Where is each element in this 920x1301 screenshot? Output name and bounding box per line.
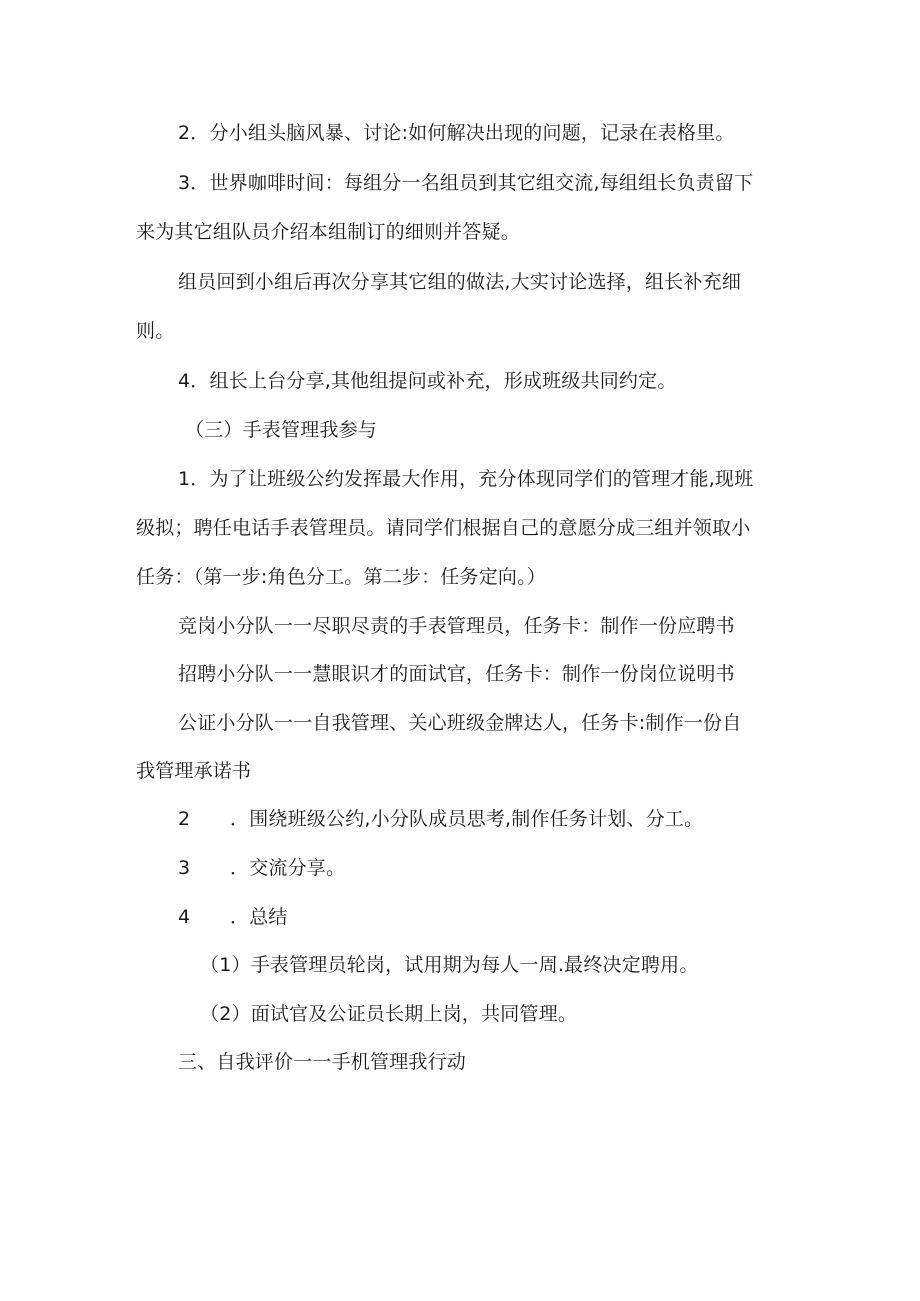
list-number: 3 xyxy=(178,857,191,879)
paragraph-step-1-continued-a: 级拟；聘任电话手表管理员。请同学们根据自己的意愿分成三组并领取小 xyxy=(136,517,751,539)
sub-item-1: （1）手表管理员轮岗，试用期为每人一周.最终决定聘用。 xyxy=(200,954,699,976)
paragraph-step-1-continued-b: 任务：（第一步:角色分工。第二步：任务定向。） xyxy=(136,566,547,588)
list-number: 4 xyxy=(178,906,191,928)
list-text: ．交流分享。 xyxy=(230,857,346,879)
paragraph-group-return: 组员回到小组后再次分享其它组的做法,大实讨论选择，组长补充细 xyxy=(178,271,742,293)
list-item-2 xyxy=(178,807,703,831)
list-number: 2 xyxy=(178,808,191,830)
paragraph-step-3-world-cafe: 3．世界咖啡时间：每组分一名组员到其它组交流,每组组长负责留下 xyxy=(178,172,754,194)
sub-item-2: （2）面试官及公证员长期上岗，共同管理。 xyxy=(200,1003,578,1025)
paragraph-step-4-share: 4．组长上台分享,其他组提问或补充，形成班级共同约定。 xyxy=(178,370,677,392)
paragraph-step-1-recruit: 1．为了让班级公约发挥最大作用，充分体现同学们的管理才能,现班 xyxy=(178,468,754,490)
paragraph-group-return-continued: 则。 xyxy=(136,320,175,342)
paragraph-team-recruitment: 招聘小分队一一慧眼识才的面试官，任务卡：制作一份岗位说明书 xyxy=(178,663,735,685)
list-item-4 xyxy=(178,905,288,929)
section-heading-self-evaluation: 三、自我评价一一手机管理我行动 xyxy=(178,1051,467,1073)
paragraph-team-notary-continued: 我管理承诺书 xyxy=(136,760,252,782)
paragraph-step-3-continued: 来为其它组队员介绍本组制订的细则并答疑。 xyxy=(136,221,521,243)
paragraph-team-competition: 竞岗小分队一一尽职尽责的手表管理员，任务卡：制作一份应聘书 xyxy=(178,615,735,637)
list-text: ．围绕班级公约,小分队成员思考,制作任务计划、分工。 xyxy=(230,808,704,830)
paragraph-step-2-brainstorm: 2．分小组头脑风暴、讨论:如何解决出现的问题，记录在表格里。 xyxy=(178,122,735,144)
list-item-3 xyxy=(178,856,345,880)
section-heading-watch-management: （三）手表管理我参与 xyxy=(185,419,378,441)
list-text: ．总结 xyxy=(230,906,288,928)
paragraph-team-notary: 公证小分队一一自我管理、关心班级金牌达人，任务卡:制作一份自 xyxy=(178,712,742,734)
